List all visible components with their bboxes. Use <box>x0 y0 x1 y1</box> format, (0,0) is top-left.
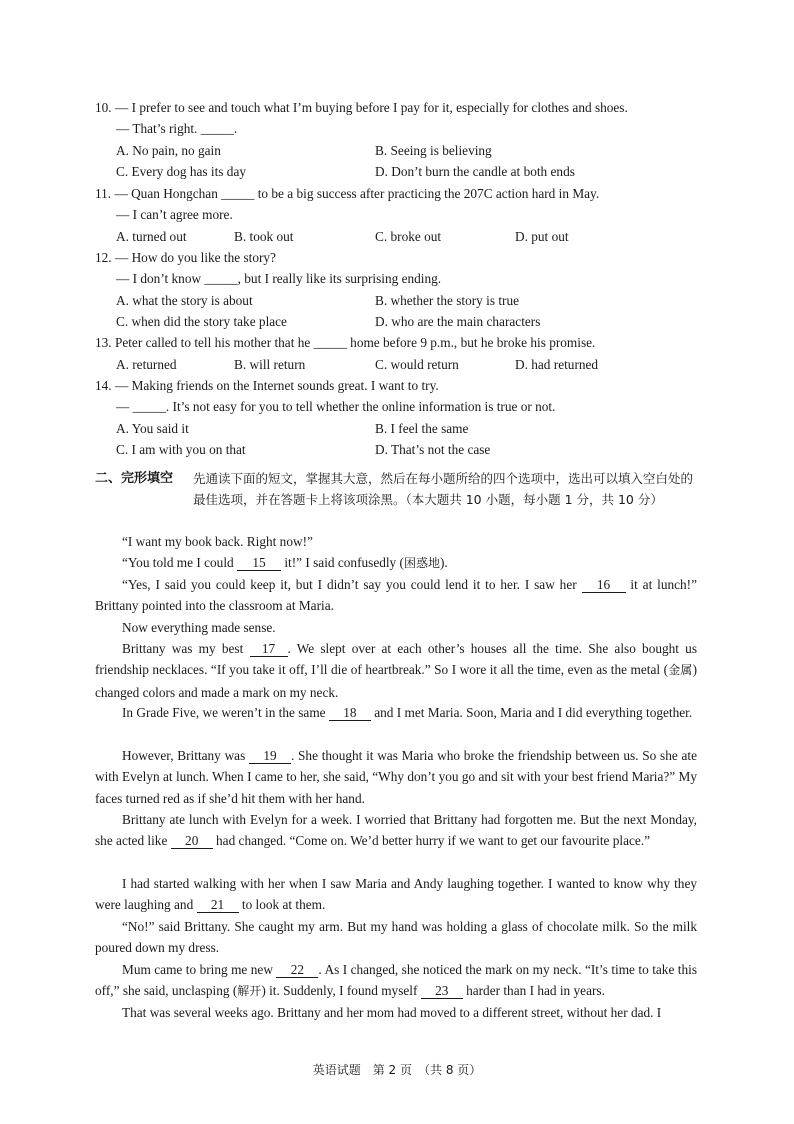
blank-16: 16 <box>582 577 626 593</box>
blank-15: 15 <box>237 555 281 571</box>
question-12-option-b: B. whether the story is true <box>375 293 520 308</box>
passage-paragraph-1: “I want my book back. Right now!” <box>122 534 313 549</box>
question-11-option-a: A. turned out <box>116 229 187 244</box>
section-instructions: 先通读下面的短文，掌握其大意，然后在每小题所给的四个选项中，选出可以填入空白处的最佳选项，并在答题卡上将该项涂黑。（本大题共 10 小题，每小题 1 分，共 10 分） <box>193 471 694 507</box>
question-14-option-b: B. I feel the same <box>375 421 469 436</box>
passage-paragraph-9: I had started walking with her when I saw Maria and Andy laughing together. I wanted to know why they were laughing and 21 to look at them. <box>95 876 697 913</box>
passage-paragraph-4: Now everything made sense. <box>122 620 276 635</box>
question-10-reply: — That’s right. _____. <box>116 121 238 136</box>
question-14-option-d: D. That’s not the case <box>375 442 491 457</box>
passage-paragraph-2: “You told me I could 15 it!” I said confusedly (困惑地). <box>122 555 448 570</box>
question-11-option-b: B. took out <box>234 229 294 244</box>
question-12-reply: — I don’t know _____, but I really like its surprising ending. <box>116 271 442 286</box>
passage-paragraph-6: In Grade Five, we weren’t in the same 18 and I met Maria. Soon, Maria and I did everything together. <box>122 705 693 720</box>
question-10-option-a: A. No pain, no gain <box>116 143 221 158</box>
question-13-option-c: C. would return <box>375 357 459 372</box>
blank-23: 23 <box>421 983 463 999</box>
question-12-stem: 12. — How do you like the story? <box>95 250 276 265</box>
question-14-option-a: A. You said it <box>116 421 189 436</box>
page-footer: 英语试题 第 2 页 （共 8 页） <box>312 1063 482 1077</box>
question-14-stem: 14. — Making friends on the Internet sounds great. I want to try. <box>95 378 439 393</box>
passage-paragraph-12: That was several weeks ago. Brittany and her mom had moved to a different street, without her dad. I <box>122 1005 662 1020</box>
question-13-option-a: A. returned <box>116 357 177 372</box>
question-10-option-c: C. Every dog has its day <box>116 164 246 179</box>
blank-20: 20 <box>171 833 213 849</box>
question-11-option-d: D. put out <box>515 229 569 244</box>
passage-paragraph-10: “No!” said Brittany. She caught my arm. But my hand was holding a glass of chocolate milk. So the milk poured down my dress. <box>95 919 697 956</box>
question-10-option-d: D. Don’t burn the candle at both ends <box>375 164 575 179</box>
question-13-option-b: B. will return <box>234 357 306 372</box>
question-13-stem: 13. Peter called to tell his mother that he _____ home before 9 p.m., but he broke his promise. <box>95 335 596 350</box>
question-10-option-b: B. Seeing is believing <box>375 143 492 158</box>
blank-17: 17 <box>250 641 288 657</box>
question-12-option-c: C. when did the story take place <box>116 314 287 329</box>
question-14-option-c: C. I am with you on that <box>116 442 246 457</box>
passage-paragraph-7: However, Brittany was 19 . She thought it was Maria who broke the friendship between us. So she ate with Evelyn at lunch. When I came to her, she said, “Why don’t you go and sit with your best friend Maria?” My faces turned red as if she’d hit them with her hand. <box>95 748 697 806</box>
question-14-reply: — _____. It’s not easy for you to tell whether the online information is true or not. <box>116 399 556 414</box>
question-12-option-d: D. who are the main characters <box>375 314 541 329</box>
passage-paragraph-11: Mum came to bring me new 22 . As I changed, she noticed the mark on my neck. “It’s time to take this off,” she said, unclasping (解开) it. Suddenly, I found myself 23 harder than I had in years. <box>95 962 698 999</box>
passage-paragraph-3: “Yes, I said you could keep it, but I didn’t say you could lend it to her. I saw her 16 it at lunch!” Brittany pointed into the classroom at Maria. <box>95 577 697 614</box>
passage-paragraph-5: Brittany was my best 17 . We slept over at each other’s houses all the time. She also bought us friendship necklaces. “If you take it off, I’ll die of heartbreak.” So I wore it all the time, even as the metal (金属) changed colors and made a mark on my neck. <box>95 641 698 700</box>
section-title: 二、完形填空 <box>95 471 174 486</box>
blank-21: 21 <box>197 897 239 913</box>
passage-paragraph-8: Brittany ate lunch with Evelyn for a week. I worried that Brittany had forgotten me. But the next Monday, she acted like 20 had changed. “Come on. We’d better hurry if we want to get our favourite place.” <box>95 812 697 849</box>
question-11-stem: 11. — Quan Hongchan _____ to be a big success after practicing the 207C action hard in May. <box>95 186 600 201</box>
question-12-option-a: A. what the story is about <box>116 293 253 308</box>
blank-22: 22 <box>276 962 318 978</box>
blank-18: 18 <box>329 705 371 721</box>
question-11-option-c: C. broke out <box>375 229 442 244</box>
question-10-stem: 10. — I prefer to see and touch what I’m buying before I pay for it, especially for clothes and shoes. <box>95 100 628 115</box>
question-11-reply: — I can’t agree more. <box>116 207 233 222</box>
blank-19: 19 <box>249 748 291 764</box>
question-13-option-d: D. had returned <box>515 357 599 372</box>
